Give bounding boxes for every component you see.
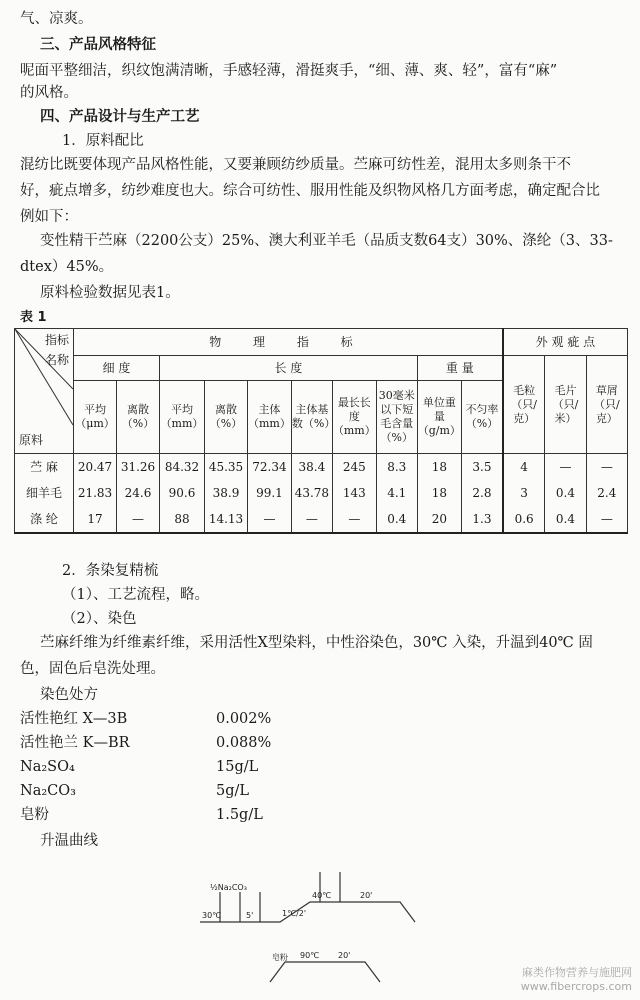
table-cell: — — [291, 506, 332, 533]
table-cell: 14.13 — [205, 506, 248, 533]
curve-label-time2: 20' — [360, 891, 373, 900]
header-length: 长 度 — [160, 356, 418, 381]
col-header: 离散（%） — [205, 381, 248, 454]
corner-label-name: 名称 — [44, 353, 69, 367]
table-corner-cell — [15, 329, 74, 454]
curve-label-temp1: 30℃ — [202, 911, 222, 920]
header-weight: 重 量 — [417, 356, 503, 381]
table-cell: 3 — [503, 480, 545, 506]
table-cell: 8.3 — [376, 454, 417, 481]
watermark-line: 麻类作物营养与施肥网 — [522, 966, 632, 979]
table-cell: — — [332, 506, 376, 533]
col-header: 不匀率（%） — [461, 381, 503, 454]
recipe-item: Na₂CO₃ — [20, 783, 76, 799]
table-cell: 72.34 — [248, 454, 292, 481]
table-cell: 143 — [332, 480, 376, 506]
recipe-row — [20, 804, 440, 827]
table-cell: 99.1 — [248, 480, 292, 506]
corner-label-material: 原料 — [19, 433, 44, 447]
table-cell: 4.1 — [376, 480, 417, 506]
col-header: 主体基数（%） — [291, 381, 332, 454]
table-cell: 43.78 — [291, 480, 332, 506]
recipe-value: 1.5g/L — [216, 807, 263, 823]
table-cell: — — [248, 506, 292, 533]
paragraph-text: 苎麻纤维为纤维素纤维，采用活性X型染料，中性浴染色，30℃ 入染，升温到40℃ 固 — [40, 635, 593, 651]
paragraph-text: 混纺比既要体现产品风格性能，又要兼顾纺纱质量。苎麻可纺性差，混用太多则条干不 — [20, 157, 571, 173]
recipe-row — [20, 732, 440, 755]
table-cell: 31.26 — [117, 454, 160, 481]
table-cell: — — [586, 454, 627, 481]
table-row — [15, 506, 628, 533]
paragraph-text: 的风格。 — [20, 85, 78, 101]
table-cell: 90.6 — [160, 480, 205, 506]
col-header: 平均（mm） — [160, 381, 205, 454]
col-header: 毛粒（只/克） — [503, 356, 545, 454]
recipe-value: 0.002% — [216, 711, 272, 727]
curve-title: 升温曲线 — [40, 833, 98, 849]
paragraph-text: dtex）45%。 — [20, 259, 114, 275]
curve-label-temp3: 90℃ — [300, 951, 320, 960]
row-material: 涤 纶 — [15, 506, 74, 533]
paragraph-text: 呢面平整细洁，织纹饱满清晰，手感轻薄，滑挺爽手，“细、薄、爽、轻”，富有“麻” — [20, 63, 558, 79]
recipe-value: 15g/L — [216, 759, 259, 775]
recipe-title: 染色处方 — [40, 687, 98, 703]
corner-label-indicator: 指标 — [44, 333, 69, 347]
recipe-item: 活性艳红 X—3B — [20, 711, 128, 727]
table-label: 表 1 — [20, 310, 47, 325]
table-cell: 38.4 — [291, 454, 332, 481]
recipe-row — [20, 708, 440, 731]
watermark — [521, 966, 632, 994]
raw-material-table — [14, 328, 628, 534]
section-heading-3: 三、产品风格特征 — [40, 37, 156, 53]
subsection-heading: 2．条染复精梳 — [62, 563, 159, 579]
section-heading-4: 四、产品设计与生产工艺 — [40, 109, 200, 125]
heating-curve-diagram — [190, 862, 430, 992]
paragraph-text: 色，固色后皂洗处理。 — [20, 661, 165, 677]
table-cell: — — [545, 454, 586, 481]
recipe-value: 0.088% — [216, 735, 272, 751]
paragraph-text: 变性精干苎麻（2200公支）25%、澳大利亚羊毛（品质支数64支）30%、涤纶（3、33- — [40, 233, 613, 249]
table-cell: 20 — [417, 506, 461, 533]
recipe-row — [20, 780, 440, 803]
table-cell: 24.6 — [117, 480, 160, 506]
subsection-heading: 1．原料配比 — [62, 133, 144, 149]
curve-label-naco3: ½Na₂CO₃ — [210, 883, 247, 892]
col-header: 平均（μm） — [74, 381, 117, 454]
recipe-item: 活性艳兰 K—BR — [20, 735, 130, 751]
paragraph-text: （2）、染色 — [62, 611, 137, 627]
curve-label-time1: 5' — [246, 911, 254, 920]
paragraph-text: 气、凉爽。 — [20, 11, 93, 27]
table-cell: — — [586, 506, 627, 533]
table-cell: 4 — [503, 454, 545, 481]
table-cell: 84.32 — [160, 454, 205, 481]
watermark-line: www.fibercrops.com — [520, 980, 632, 993]
table-cell: 0.4 — [545, 480, 586, 506]
table-cell: 0.6 — [503, 506, 545, 533]
col-header: 毛片（只/米） — [545, 356, 586, 454]
recipe-row — [20, 756, 440, 779]
table-cell: 1.3 — [461, 506, 503, 533]
table-row — [15, 454, 628, 481]
curve-label-soap: 皂粉 — [272, 953, 288, 962]
table-cell: 3.5 — [461, 454, 503, 481]
recipe-item: 皂粉 — [20, 807, 49, 823]
paragraph-text: 例如下： — [20, 209, 78, 225]
table-cell: 18 — [417, 480, 461, 506]
col-header: 30毫米以下短毛含量（%） — [376, 381, 417, 454]
table-cell: 17 — [74, 506, 117, 533]
paragraph-text: 好，疵点增多，纺纱难度也大。综合可纺性、服用性能及织物风格几方面考虑，确定配合比 — [20, 183, 600, 199]
header-defects: 外 观 疵 点 — [503, 329, 628, 356]
curve-label-temp2: 40℃ — [312, 891, 332, 900]
col-header: 最长长度（mm） — [332, 381, 376, 454]
col-header: 草屑（只/克） — [586, 356, 627, 454]
col-header: 离散（%） — [117, 381, 160, 454]
paragraph-text: （1）、工艺流程，略。 — [62, 587, 209, 603]
table-row — [15, 480, 628, 506]
table-cell: 0.4 — [376, 506, 417, 533]
paragraph-text: 原料检验数据见表1。 — [40, 285, 180, 301]
row-material: 苎 麻 — [15, 454, 74, 481]
recipe-value: 5g/L — [216, 783, 250, 799]
table-cell: 2.8 — [461, 480, 503, 506]
header-physical: 物 理 指 标 — [74, 329, 503, 356]
table-cell: 0.4 — [545, 506, 586, 533]
recipe-item: Na₂SO₄ — [20, 759, 75, 775]
table-cell: 88 — [160, 506, 205, 533]
curve-label-rate: 1℃/2' — [282, 909, 307, 918]
curve-label-time3: 20' — [338, 951, 351, 960]
col-header: 主体（mm） — [248, 381, 292, 454]
table-cell: 20.47 — [74, 454, 117, 481]
table-cell: 245 — [332, 454, 376, 481]
table-cell: 21.83 — [74, 480, 117, 506]
col-header: 单位重量（g/m） — [417, 381, 461, 454]
table-cell: — — [117, 506, 160, 533]
table-cell: 18 — [417, 454, 461, 481]
table-cell: 45.35 — [205, 454, 248, 481]
table-cell: 38.9 — [205, 480, 248, 506]
table-cell: 2.4 — [586, 480, 627, 506]
row-material: 细羊毛 — [15, 480, 74, 506]
header-fineness: 细 度 — [74, 356, 160, 381]
